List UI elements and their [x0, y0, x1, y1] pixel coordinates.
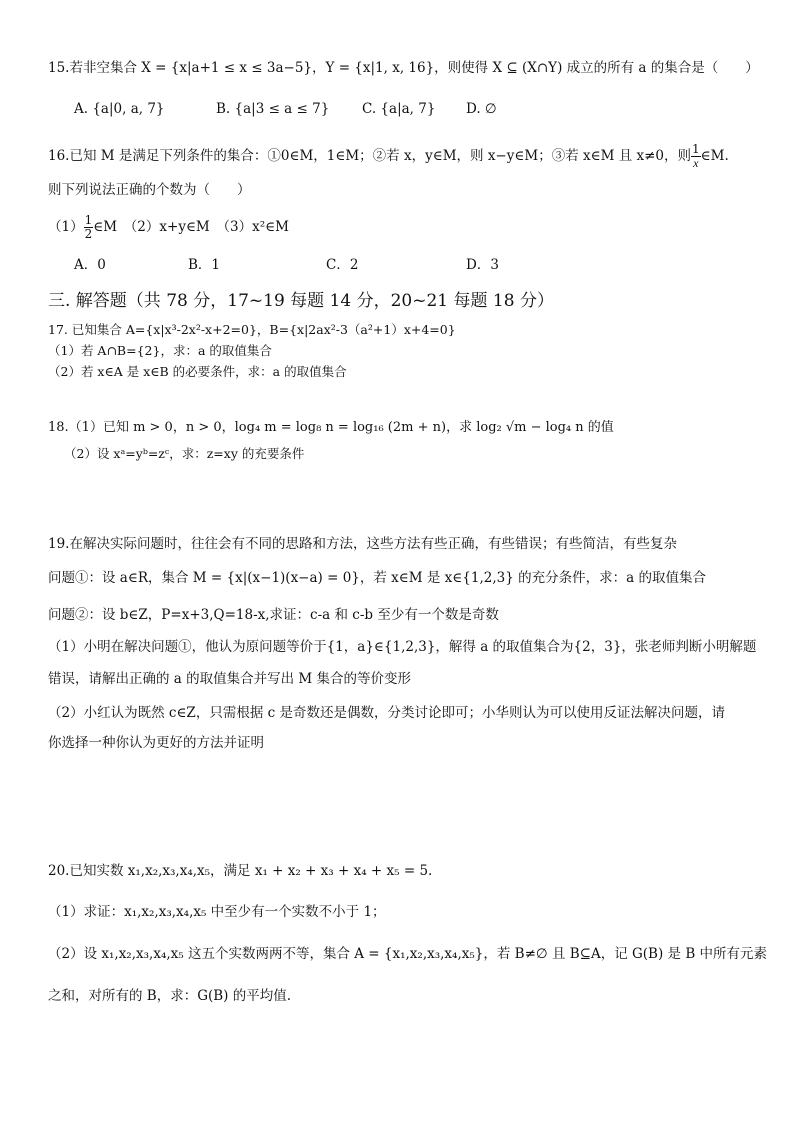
q15-option-c: C. {a|a, 7}	[362, 101, 436, 117]
q19-problem2: 问题②：设 b∈Z，P=x+3,Q=18-x,求证：c-a 和 c-b 至少有一个数是奇数	[48, 607, 499, 623]
q17-part1: （1）若 A∩B={2}，求：a 的取值集合	[48, 343, 272, 358]
q19-part1-line1: （1）小明在解决问题①，他认为原问题等价于{1，a}∈{1,2,3}，解得 a 的取值集合为{2，3}，张老师判断小明解题	[48, 639, 757, 655]
q16-stem-line2: 则下列说法正确的个数为（ ）	[48, 182, 251, 198]
q19-stem: 19.在解决实际问题时，往往会有不同的思路和方法，这些方法有些正确，有些错误；有些简洁，有些复杂	[48, 536, 677, 552]
q16-option-b: B．1	[188, 257, 221, 273]
q19-problem1: 问题①：设 a∈R，集合 M = {x|(x−1)(x−a) = 0}，若 x∈M 是 x∈{1,2,3} 的充分条件，求：a 的取值集合	[48, 570, 706, 586]
q16-items-pre: （1）	[48, 219, 84, 235]
q20-stem: 20.已知实数 x₁,x₂,x₃,x₄,x₅，满足 x₁ + x₂ + x₃ + x₄ + x₅ = 5.	[48, 863, 433, 879]
q16-stem-line1	[48, 143, 729, 170]
q16-items	[48, 214, 289, 241]
q16-option-c: C．2	[326, 257, 359, 273]
q20-part2-line2: 之和，对所有的 B，求：G(B) 的平均值.	[48, 988, 292, 1004]
q16-stem-end: ∈M.	[700, 148, 729, 164]
q16-fraction-num: 1	[692, 142, 700, 156]
q19-part1-line2: 错误，请解出正确的 a 的取值集合并写出 M 集合的等价变形	[48, 671, 412, 687]
q20-part2-line1: （2）设 x₁,x₂,x₃,x₄,x₅ 这五个实数两两不等，集合 A = {x₁,x₂,x₃,x₄,x₅}，若 B≠∅ 且 B⊆A，记 G(B) 是 B 中所有元素	[48, 946, 768, 962]
q16-option-d: D．3	[466, 257, 499, 273]
q15-option-d: D. ∅	[466, 101, 497, 117]
q16-half	[84, 214, 94, 241]
q20-part1: （1）求证：x₁,x₂,x₃,x₄,x₅ 中至少有一个实数不小于 1；	[48, 904, 386, 920]
q16-half-den: 2	[84, 227, 93, 241]
section-heading: 三. 解答题（共 78 分，17~19 每题 14 分，20~21 每题 18 分）	[48, 291, 554, 311]
q18-part2: （2）设 xᵃ=yᵇ=zᶜ，求：z=xy 的充要条件	[64, 446, 305, 461]
q15-stem: 15.若非空集合 X = {x|a+1 ≤ x ≤ 3a−5}，Y = {x|1, x, 16}，则使得 X ⊆ (X∩Y) 成立的所有 a 的集合是（ ）	[48, 60, 759, 76]
q15-option-b: B. {a|3 ≤ a ≤ 7}	[216, 101, 330, 117]
q16-half-num: 1	[84, 213, 93, 227]
q19-part2-line1: （2）小红认为既然 c∈Z，只需根据 c 是奇数还是偶数，分类讨论即可；小华则认为可以使用反证法解决问题，请	[48, 705, 725, 721]
q17-part2: （2）若 x∈A 是 x∈B 的必要条件，求：a 的取值集合	[48, 364, 347, 379]
q19-part2-line2: 你选择一种你认为更好的方法并证明	[48, 735, 264, 751]
q16-fraction-den: x	[693, 156, 699, 170]
q17-stem: 17. 已知集合 A={x|x³-2x²-x+2=0}，B={x|2ax²-3（a²+1）x+4=0}	[48, 322, 456, 337]
q16-stem-text: 16.已知 M 是满足下列条件的集合：①0∈M，1∈M；②若 x，y∈M，则 x−y∈M；③若 x∈M 且 x≠0，则	[48, 148, 692, 164]
q16-items-post: ∈M （2）x+y∈M （3）x²∈M	[93, 219, 289, 235]
q16-option-a: A．0	[74, 257, 106, 273]
q15-option-a: A. {a|0, a, 7}	[74, 101, 165, 117]
q16-fraction	[691, 143, 701, 170]
q18-stem: 18.（1）已知 m > 0，n > 0，log₄ m = log₈ n = log₁₆ (2m + n)，求 log₂ √m − log₄ n 的值	[48, 420, 614, 435]
